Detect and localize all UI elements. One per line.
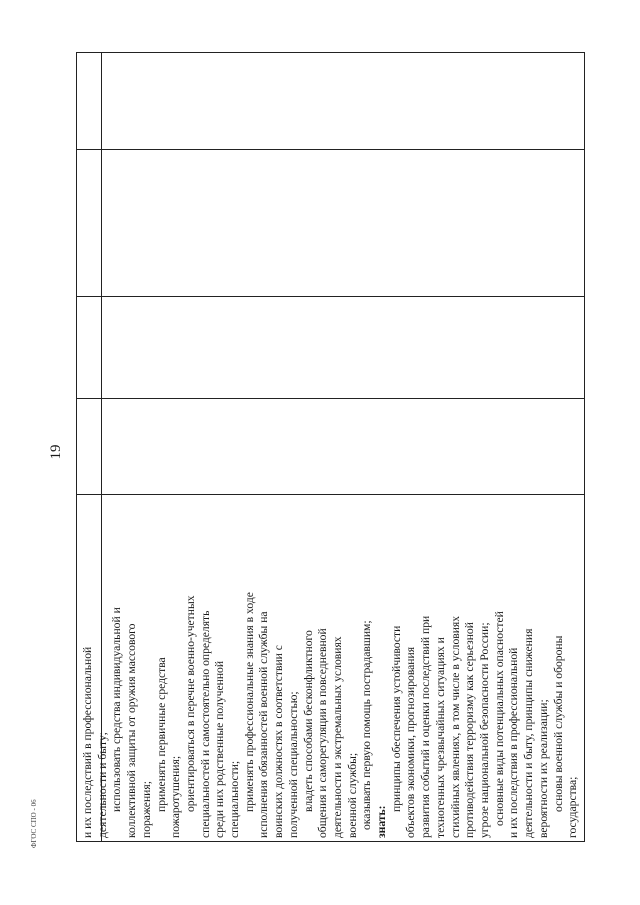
cell-line: и их последствия в профессиональной (507, 647, 521, 838)
cell-line: государства; (566, 776, 580, 838)
cell-line: принципы обеспечения устойчивости (389, 625, 403, 812)
footer (30, 799, 40, 858)
cell-line: коллективной защиты от оружия массового (125, 623, 139, 838)
cell-line: объектов экономики, прогнозирования (404, 646, 418, 838)
cell-line: применять профессиональные знания в ходе (242, 592, 256, 812)
cell-line: среди них родственные полученной (213, 660, 227, 838)
cell-line: угрозе национальной безопасности России; (477, 622, 491, 838)
cell-line: общения и саморегуляции в повседневной (316, 628, 330, 838)
cell-line: основные виды потенциальных опасностей (492, 611, 506, 826)
cell-line: техногенных чрезвычайных ситуациях и (433, 637, 447, 838)
cell-line: военной службы; (345, 752, 359, 838)
footer-code: ФГОС СПО - 06 (30, 799, 38, 848)
cell-line: деятельности и быту, принципы снижения (522, 628, 536, 838)
cell-line: исполнения обязанностей военной службы на (257, 611, 271, 838)
table-cell-skills (81, 58, 581, 838)
cell-line: воинских должностях в соответствии с (272, 645, 286, 838)
cell-line: полученной специальностью; (286, 691, 300, 838)
cell-line: специальностей и самостоятельно определять (198, 610, 212, 838)
cell-line: использовать средства индивидуальной и (110, 607, 124, 812)
cell-line: знать: (375, 805, 389, 838)
cell-line: ориентироваться в перечне военно-учетных (183, 595, 197, 812)
cell-line: стихийных явлениях, в том числе в условиях (448, 615, 462, 838)
cell-line: деятельности и быту; (95, 732, 109, 838)
cell-line: поражения; (139, 781, 153, 838)
cell-line: специальности; (228, 760, 242, 838)
cell-line: пожаротушения; (169, 755, 183, 838)
page-number: 19 (47, 444, 64, 460)
cell-line: деятельности и экстремальных условиях (330, 636, 344, 838)
cell-line: вероятности их реализации; (536, 699, 550, 838)
cell-line: владеть способами бесконфликтного (301, 630, 315, 812)
cell-line: противодействия терроризму как серьезной (463, 622, 477, 838)
cell-line: применять первичные средства (154, 657, 168, 812)
cell-line: развития событий и оценки последствий при (419, 615, 433, 838)
cell-line: оказывать первую помощь пострадавшим; (360, 620, 374, 830)
cell-line: основы военной службы и обороны (551, 635, 565, 812)
cell-line: и их последствий в профессиональной (81, 646, 94, 838)
